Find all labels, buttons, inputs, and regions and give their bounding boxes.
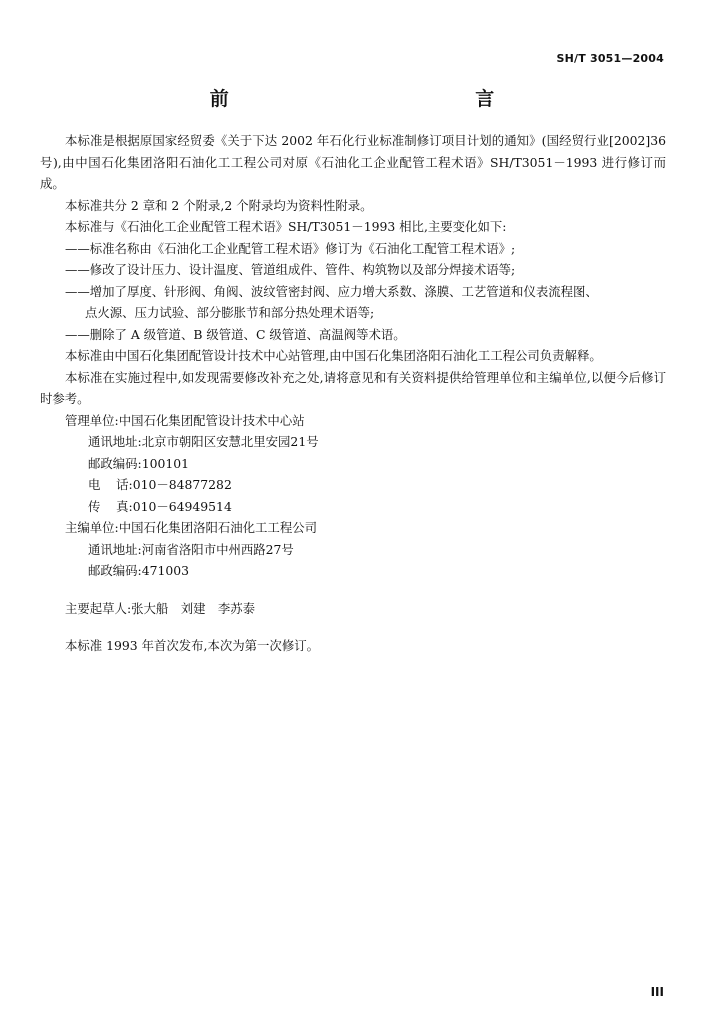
postcode-value: 100101 — [141, 455, 190, 471]
management-unit-row — [40, 410, 666, 432]
postcode-label: 邮政编码: — [88, 455, 142, 471]
change-item-text: ——增加了厚度、针形阀、角阀、波纹管密封阀、应力增大系数、涤膜、工艺管道和仪表流程图、 — [65, 283, 598, 299]
editor-address-row — [40, 539, 666, 561]
drafters-label: 主要起草人: — [65, 600, 132, 616]
management-unit-block — [40, 410, 666, 518]
address-label: 通讯地址: — [88, 434, 142, 449]
management-phone-row — [40, 474, 666, 496]
page-number: III — [650, 985, 664, 999]
address-label: 通讯地址: — [88, 541, 142, 557]
paragraph-structure: 本标准共分 2 章和 2 个附录,2 个附录均为资料性附录。 — [65, 197, 373, 213]
drafters-names: 张大船 刘建 李苏泰 — [131, 600, 256, 616]
editor-unit-value: 中国石化集团洛阳石油化工工程公司 — [118, 520, 317, 535]
paragraph-origin: 本标准是根据原国家经贸委《关于下达 2002 年石化行业标准制修订项目计划的通知》(国经贸行业[2002]36 号),由中国石化集团洛阳石油化工工程公司对原《石油化工企业配管工程术语》SH/T3051－1993 进行修订而成。 — [40, 133, 666, 191]
spacer — [40, 619, 666, 635]
foreword-body — [40, 130, 666, 657]
address-value: 河南省洛阳市中州西路27号 — [141, 541, 294, 557]
fax-label: 传 真: — [88, 498, 133, 514]
postcode-label: 邮政编码: — [88, 563, 142, 578]
editor-postcode-row — [40, 560, 666, 582]
paragraph-feedback: 本标准在实施过程中,如发现需要修改补充之处,请将意见和有关资料提供给管理单位和主编单位,以便今后修订时参考。 — [40, 369, 666, 406]
drafters-row — [40, 598, 666, 620]
fax-value: 010－64949514 — [132, 498, 232, 514]
paragraph-history: 本标准 1993 年首次发布,本次为第一次修订。 — [65, 638, 319, 653]
editor-unit-row — [40, 517, 666, 539]
editor-unit-block — [40, 517, 666, 582]
change-item: ——修改了设计压力、设计温度、管道组成件、管件、构筑物以及部分焊接术语等; — [65, 262, 516, 277]
change-item — [40, 281, 666, 324]
paragraph-management: 本标准由中国石化集团配管设计技术中心站管理,由中国石化集团洛阳石油化工工程公司负责解释。 — [65, 348, 602, 363]
management-unit-label: 管理单位: — [65, 412, 119, 428]
change-item: ——删除了 A 级管道、B 级管道、C 级管道、高温阀等术语。 — [65, 326, 406, 342]
address-value: 北京市朝阳区安慧北里安园21号 — [141, 434, 319, 449]
spacer — [40, 582, 666, 598]
phone-value: 010－84877282 — [132, 477, 232, 492]
management-address-row — [40, 431, 666, 453]
change-item: ——标准名称由《石油化工企业配管工程术语》修订为《石油化工配管工程术语》; — [65, 240, 516, 256]
paragraph-changes-intro: 本标准与《石油化工企业配管工程术语》SH/T3051－1993 相比,主要变化如下: — [65, 219, 507, 234]
management-postcode-row — [40, 453, 666, 475]
postcode-value: 471003 — [141, 563, 190, 578]
change-item-continuation: 点火源、压力试验、部分膨胀节和部分热处理术语等; — [85, 305, 375, 320]
management-unit-value: 中国石化集团配管设计技术中心站 — [118, 412, 305, 428]
editor-unit-label: 主编单位: — [65, 520, 119, 535]
standard-code: SH/T 3051—2004 — [556, 52, 664, 65]
page-title: 前 言 — [209, 88, 615, 110]
management-fax-row — [40, 496, 666, 518]
phone-label: 电 话: — [88, 477, 133, 492]
